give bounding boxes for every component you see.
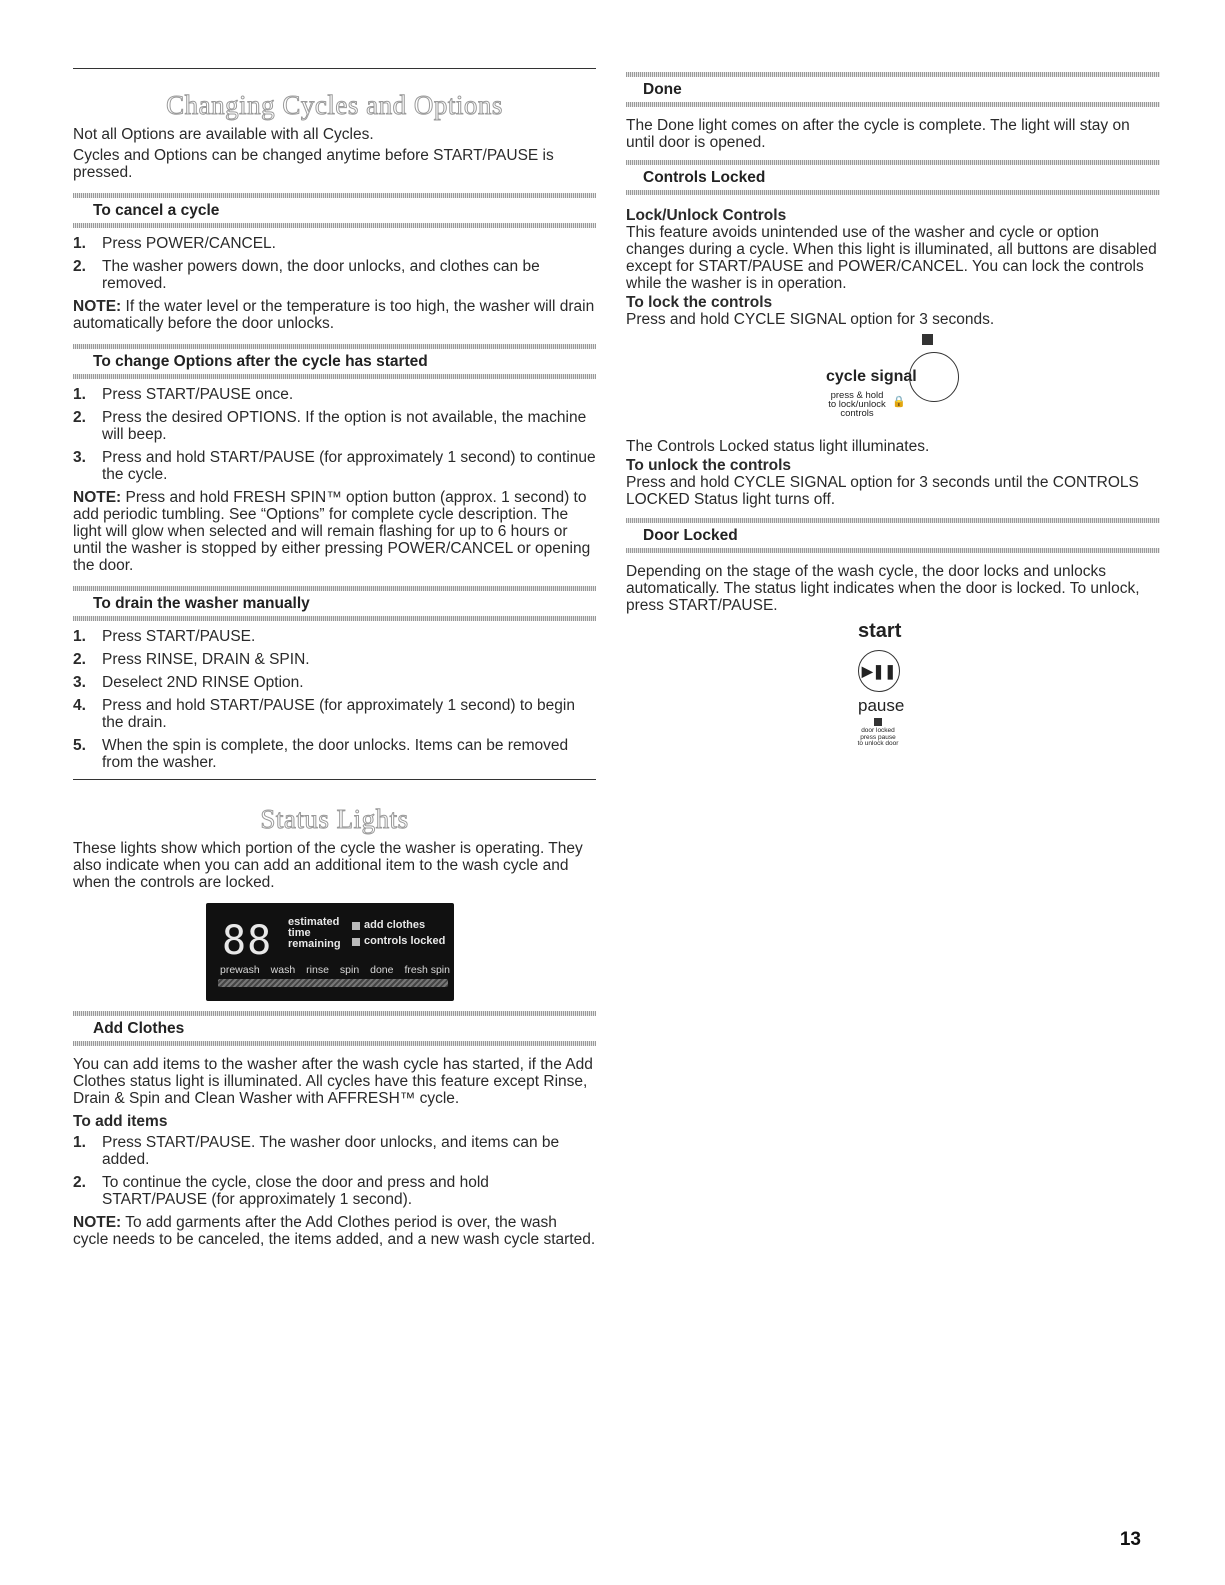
- list-item: 2. To continue the cycle, close the door and press and hold START/PAUSE (for approximately 1 second).: [73, 1174, 489, 1208]
- subheading-door-locked: Door Locked: [643, 527, 738, 544]
- list-item: 3. Press and hold START/PAUSE (for approximately 1 second) to continue the cycle.: [73, 449, 596, 483]
- list-item: 2. Press the desired OPTIONS. If the option is not available, the machine will beep.: [73, 409, 587, 443]
- subheading-controls-locked: Controls Locked: [643, 169, 766, 186]
- subheading-drain: To drain the washer manually: [93, 595, 310, 612]
- add-steps: [73, 1134, 596, 1208]
- section-title-changing-cycles: Changing Cycles and Options: [166, 90, 503, 120]
- add-clothes-label: add clothes: [364, 919, 426, 931]
- drain-steps: [73, 628, 596, 771]
- lock-unlock-text: This feature avoids unintended use of the washer and cycle or option changes during a cycle. When this light is illuminated, all buttons are disabled except for START/PAUSE and POWER/CANCEL. You can lock the controls while the washer is in operation.: [626, 224, 1157, 292]
- subheading-to-unlock: To unlock the controls: [626, 457, 792, 474]
- list-item: 1. Press POWER/CANCEL.: [73, 235, 276, 252]
- section-title-status-lights: Status Lights: [260, 804, 409, 834]
- cancel-steps: [73, 235, 596, 292]
- time-display: 88: [222, 918, 273, 964]
- subsection-bar: [626, 190, 1160, 195]
- lock-icon: 🔒: [892, 396, 906, 408]
- start-pause-button: ▶❚❚: [858, 650, 900, 692]
- stage-label: wash: [270, 964, 296, 976]
- done-text: The Done light comes on after the cycle is complete. The light will stay on until door is opened.: [626, 117, 1130, 151]
- cycle-signal-button: [909, 352, 959, 402]
- list-item: 3. Deselect 2ND RINSE Option.: [73, 674, 304, 691]
- stage-label: done: [370, 964, 394, 976]
- status-intro: These lights show which portion of the cycle the washer is operating. They also indicate when you can add an additional item to the wash cycle and when the controls are locked.: [73, 840, 583, 891]
- subheading-add-clothes: Add Clothes: [93, 1020, 185, 1037]
- subheading-to-lock: To lock the controls: [626, 294, 773, 311]
- start-pause-figure: [626, 614, 1160, 754]
- list-item: 1. Press START/PAUSE once.: [73, 386, 294, 403]
- add-clothes-light: [352, 922, 360, 930]
- stage-label: fresh spin: [404, 964, 450, 976]
- subheading-lock-unlock: Lock/Unlock Controls: [626, 207, 787, 224]
- subheading-change-options: To change Options after the cycle has started: [93, 353, 428, 370]
- add-clothes-text: You can add items to the washer after the wash cycle has started, if the Add Clothes status light is illuminated. All cycles have this feature except Rinse, Drain & Spin and Clean Washer with AFFRESH™ cycle.: [73, 1056, 593, 1107]
- stage-label: spin: [339, 964, 360, 976]
- subsection-bar: [73, 223, 596, 228]
- pause-label: pause: [858, 696, 905, 715]
- controls-locked-status-text: The Controls Locked status light illuminates.: [626, 438, 930, 455]
- subsection-bar: [73, 616, 596, 621]
- subsection-bar: [73, 1041, 596, 1046]
- subheading-cancel: To cancel a cycle: [93, 202, 220, 219]
- start-label: start: [858, 620, 902, 642]
- subheading-done: Done: [643, 81, 682, 98]
- intro-text: Not all Options are available with all Cycles.: [73, 126, 374, 143]
- section-rule: [73, 779, 596, 780]
- right-column: [626, 72, 1160, 754]
- door-locked-text: Depending on the stage of the wash cycle, the door locks and unlocks automatically. The status light indicates when the door is locked. To unlock, press START/PAUSE.: [626, 563, 1140, 614]
- list-item: 2. The washer powers down, the door unlocks, and clothes can be removed.: [73, 258, 540, 292]
- stage-label: rinse: [306, 964, 329, 976]
- intro-text-2: Cycles and Options can be changed anytime before START/PAUSE is pressed.: [73, 147, 554, 181]
- to-lock-text: Press and hold CYCLE SIGNAL option for 3 seconds.: [626, 311, 995, 328]
- note-add: NOTE: To add garments after the Add Clothes period is over, the wash cycle needs to be canceled, the items added, and a new wash cycle started.: [73, 1214, 596, 1248]
- cycle-progress-track: [218, 979, 448, 987]
- list-item: 5. When the spin is complete, the door unlocks. Items can be removed from the washer.: [73, 737, 569, 771]
- controls-locked-light: [352, 938, 360, 946]
- subsection-bar: [626, 548, 1160, 553]
- door-locked-light-icon: [874, 718, 882, 726]
- subheading-to-add-items: To add items: [73, 1113, 168, 1130]
- door-locked-small-text: door locked press pause to unlock door: [857, 727, 899, 747]
- note-change: NOTE: Press and hold FRESH SPIN™ option button (approx. 1 second) to add periodic tumbling. See “Options” for complete cycle description. The light will glow when selected and will remain flashing for up to 6 hours or until the washer is stopped by either pressing POWER/CANCEL or opening the door.: [73, 489, 591, 574]
- section-rule: [73, 68, 596, 69]
- list-item: 1. Press START/PAUSE. The washer door unlocks, and items can be added.: [73, 1134, 560, 1168]
- list-item: 4. Press and hold START/PAUSE (for approximately 1 second) to begin the drain.: [73, 697, 575, 731]
- cycle-signal-label: cycle signal: [826, 368, 917, 385]
- cycle-stages: [220, 964, 450, 976]
- left-column: [73, 68, 596, 1248]
- cycle-signal-small-text: press & hold to lock/unlock controls: [828, 390, 886, 419]
- subsection-bar: [626, 102, 1160, 107]
- cycle-signal-figure: [626, 328, 1160, 438]
- page-number: 13: [1119, 1529, 1141, 1550]
- stage-label: prewash: [220, 964, 260, 976]
- controls-locked-label: controls locked: [364, 935, 446, 947]
- status-panel-figure: [73, 891, 596, 1011]
- status-panel: [206, 903, 454, 1001]
- list-item: 1. Press START/PAUSE.: [73, 628, 256, 645]
- estimated-time-label: estimated time remaining: [288, 916, 341, 950]
- to-unlock-text: Press and hold CYCLE SIGNAL option for 3 seconds until the CONTROLS LOCKED Status light turns off.: [626, 474, 1139, 508]
- change-steps: [73, 386, 596, 483]
- note-cancel: NOTE: If the water level or the temperature is too high, the washer will drain automatically before the door unlocks.: [73, 298, 595, 332]
- subsection-bar: [73, 374, 596, 379]
- status-light-icon: [922, 334, 933, 345]
- list-item: 2. Press RINSE, DRAIN & SPIN.: [73, 651, 310, 668]
